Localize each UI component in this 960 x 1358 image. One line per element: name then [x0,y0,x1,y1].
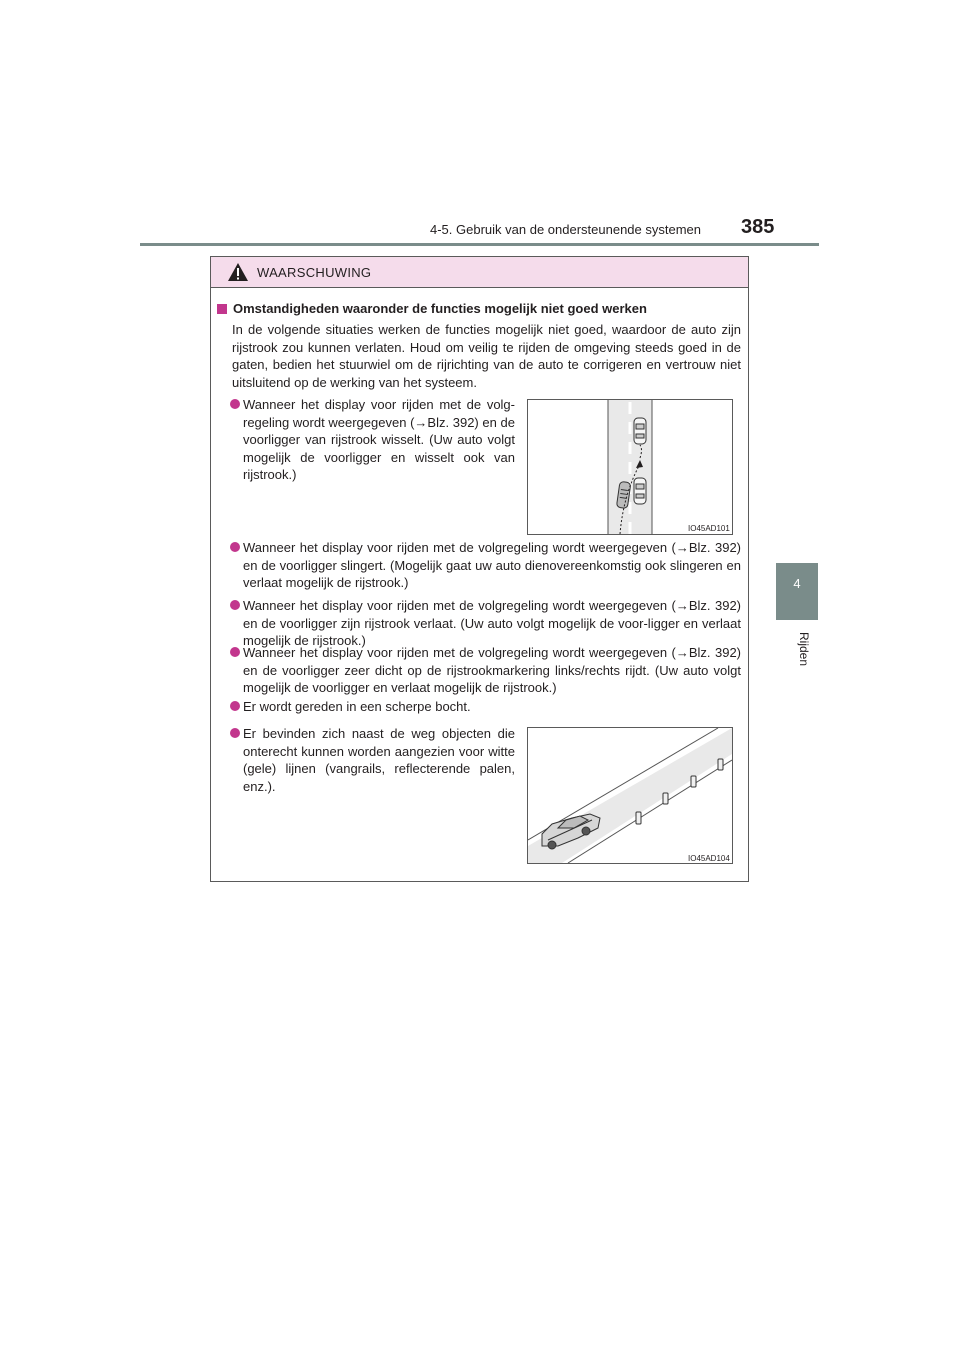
bullet-item [243,396,515,484]
lead-car-rear [634,478,646,504]
bullet-text: Er bevinden zich naast de weg objecten die onterecht kunnen worden aangezien voor witte (gele) lijnen (vangrails, reflecterende palen, enz.). [243,726,515,794]
warning-box [210,256,749,882]
illustration-reflector-posts [527,727,733,864]
bullet-item [243,644,741,697]
lane-change-drawing [528,400,732,534]
bullet-text: Wanneer het display voor rijden met de volgregeling wordt weergegeven (→Blz. 392) en de voorligger zijn rijstrook verlaat. (Uw auto volgt mogelijk de voor-ligger en verlaat mogelijk de rijstrook.) [243,598,741,648]
lead-car-front [634,418,646,444]
warning-triangle-icon [227,262,249,282]
illustration-code: IO45AD101 [688,524,730,533]
header-rule [140,243,819,246]
bullet-dot-icon [230,647,240,657]
bullet-dot-icon [230,542,240,552]
page-number: 385 [741,216,775,238]
subheading-text: Omstandigheden waaronder de functies mogelijk niet goed werken [233,301,647,316]
chapter-number: 4 [793,576,801,591]
illustration-lane-change [527,399,733,535]
bullet-item [243,539,741,592]
square-bullet-icon [217,304,227,314]
intro-paragraph: In de volgende situaties werken de functies mogelijk niet goed, waardoor de auto zijn rijstrook zou kunnen verlaten. Houd om veilig te rijden de omgeving steeds goed in de gaten, bedien het stuurwiel om de rijrichting van de auto te corrigeren en vertrouw niet uitsluitend op de werking van het systeem. [232,322,741,390]
warning-header [211,257,748,288]
page-header [0,0,960,250]
road-drawing [528,728,732,863]
bullet-dot-icon [230,701,240,711]
bullet-dot-icon [230,600,240,610]
warning-subheading [217,301,647,316]
bullet-text: Wanneer het display voor rijden met de volgregeling wordt weergegeven (→Blz. 392) en de voorligger zeer dicht op de rijstrookmarkering links/rechts rijdt. (Uw auto volgt mogelijk de voorligger en verlaat mogelijk de rijstrook.) [243,645,741,695]
bullet-text: Wanneer het display voor rijden met de volg-regeling wordt weergegeven (→Blz. 392) en de voorligger van rijstrook wisselt. (Uw auto volgt mogelijk de voorligger en wisselt ook van rijstrook.) [243,397,515,482]
bullet-text: Wanneer het display voor rijden met de volgregeling wordt weergegeven (→Blz. 392) en de voorligger slingert. (Mogelijk gaat uw auto dienovereenkomstig ook slingeren en verlaat mogelijk de rijstrook.) [243,540,741,590]
warning-title: WAARSCHUWING [257,265,372,280]
chapter-label: Rijden [797,632,811,667]
bullet-dot-icon [230,728,240,738]
chapter-tab [776,563,818,620]
section-title: 4-5. Gebruik van de ondersteunende systemen [430,222,702,237]
bullet-item [243,725,515,795]
bullet-item [243,597,741,650]
bullet-text: Er wordt gereden in een scherpe bocht. [243,699,471,714]
bullet-item [243,698,741,716]
illustration-code: IO45AD104 [688,854,730,863]
bullet-dot-icon [230,399,240,409]
